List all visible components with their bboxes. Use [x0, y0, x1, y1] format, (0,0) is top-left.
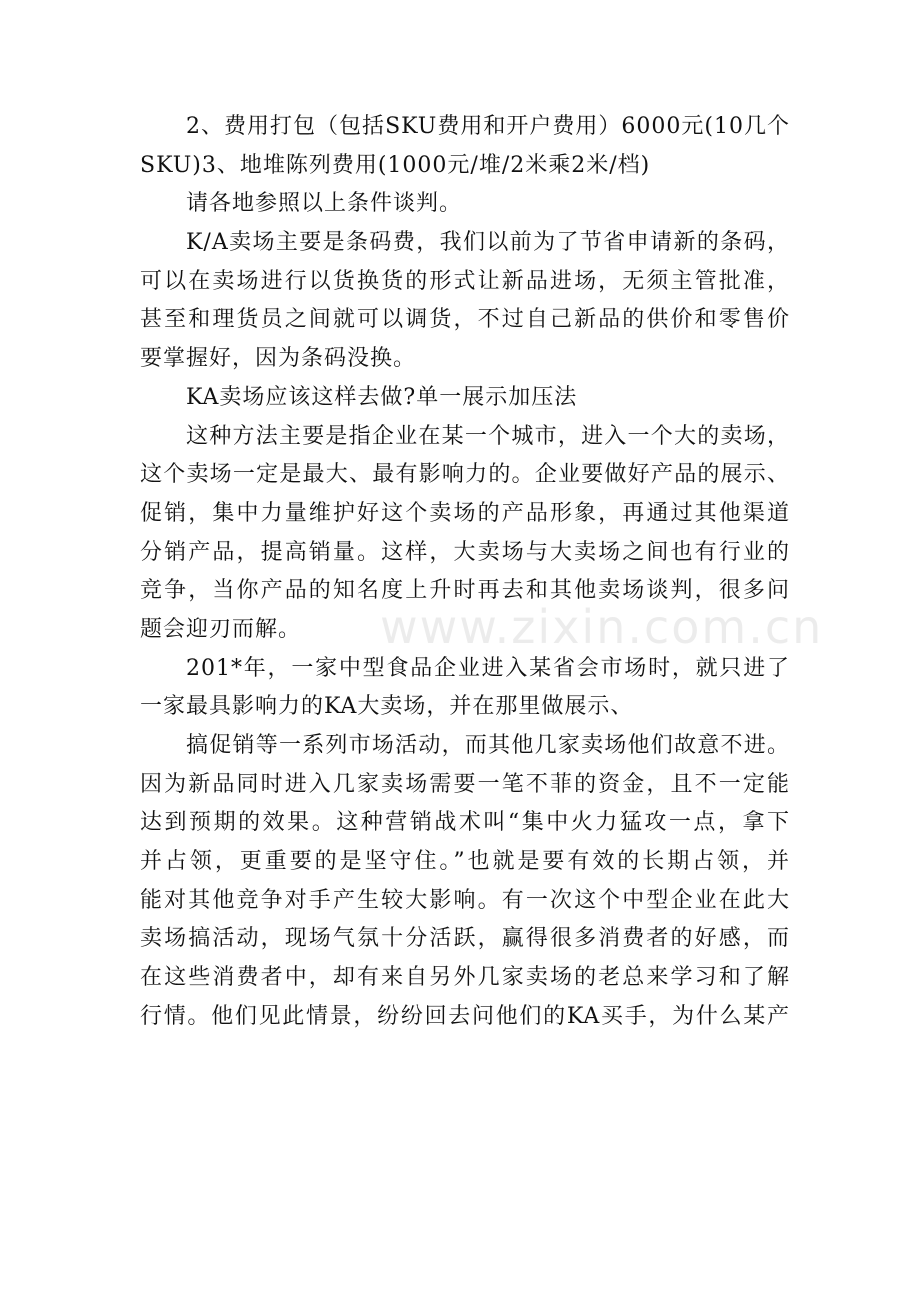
text-line: 请各地参照以上条件谈判。: [186, 191, 463, 217]
text-line: 能对其他竞争对手产生较大影响。有一次这个中型企业在此大: [140, 887, 790, 913]
text-line: K/A卖场主要是条码费，我们以前为了节省申请新的条码，: [186, 230, 790, 256]
watermark: www.zixin.com.cn: [380, 600, 824, 654]
text-line: 甚至和理货员之间就可以调货，不过自己新品的供价和零售价: [140, 307, 790, 333]
text-line: 竞争，当你产品的知名度上升时再去和其他卖场谈判，很多问: [140, 578, 790, 604]
text-line: 促销，集中力量维护好这个卖场的产品形象，再通过其他渠道: [140, 500, 790, 526]
text-line: 并占领，更重要的是坚守住。”也就是要有效的长期占领，并: [140, 849, 790, 875]
text-line: 可以在卖场进行以货换货的形式让新品进场，无须主管批准，: [140, 268, 790, 294]
text-line: 搞促销等一系列市场活动，而其他几家卖场他们故意不进。: [186, 733, 790, 758]
text-line: 因为新品同时进入几家卖场需要一笔不菲的资金，且不一定能: [140, 771, 790, 797]
text-line: 分销产品，提高销量。这样，大卖场与大卖场之间也有行业的: [140, 539, 790, 565]
text-line: 201*年，一家中型食品企业进入某省会市场时，就只进了: [186, 655, 790, 681]
text-line: SKU)3、地堆陈列费用(1000元/堆/2米乘2米/档): [140, 152, 651, 178]
document-body: [140, 108, 790, 1037]
text-line: 2、费用打包（包括SKU费用和开户费用）6000元(10几个: [186, 114, 790, 139]
text-line: 这种方法主要是指企业在某一个城市，进入一个大的卖场，: [186, 423, 790, 449]
text-line: 在这些消费者中，却有来自另外几家卖场的老总来学习和了解: [140, 965, 790, 991]
text-line: 题会迎刃而解。: [140, 616, 302, 642]
text-line: 这个卖场一定是最大、最有影响力的。企业要做好产品的展示、: [140, 462, 790, 488]
text-line: 行情。他们见此情景，纷纷回去问他们的KA买手，为什么某产: [140, 1003, 790, 1029]
text-line: 卖场搞活动，现场气氛十分活跃，赢得很多消费者的好感，而: [140, 926, 790, 952]
text-line: 达到预期的效果。这种营销战术叫“集中火力猛攻一点，拿下: [140, 810, 790, 836]
text-line: KA卖场应该这样去做?单一展示加压法: [186, 384, 578, 410]
text-line: 要掌握好，因为条码没换。: [140, 346, 417, 372]
text-line: 一家最具影响力的KA大卖场，并在那里做展示、: [140, 694, 634, 720]
